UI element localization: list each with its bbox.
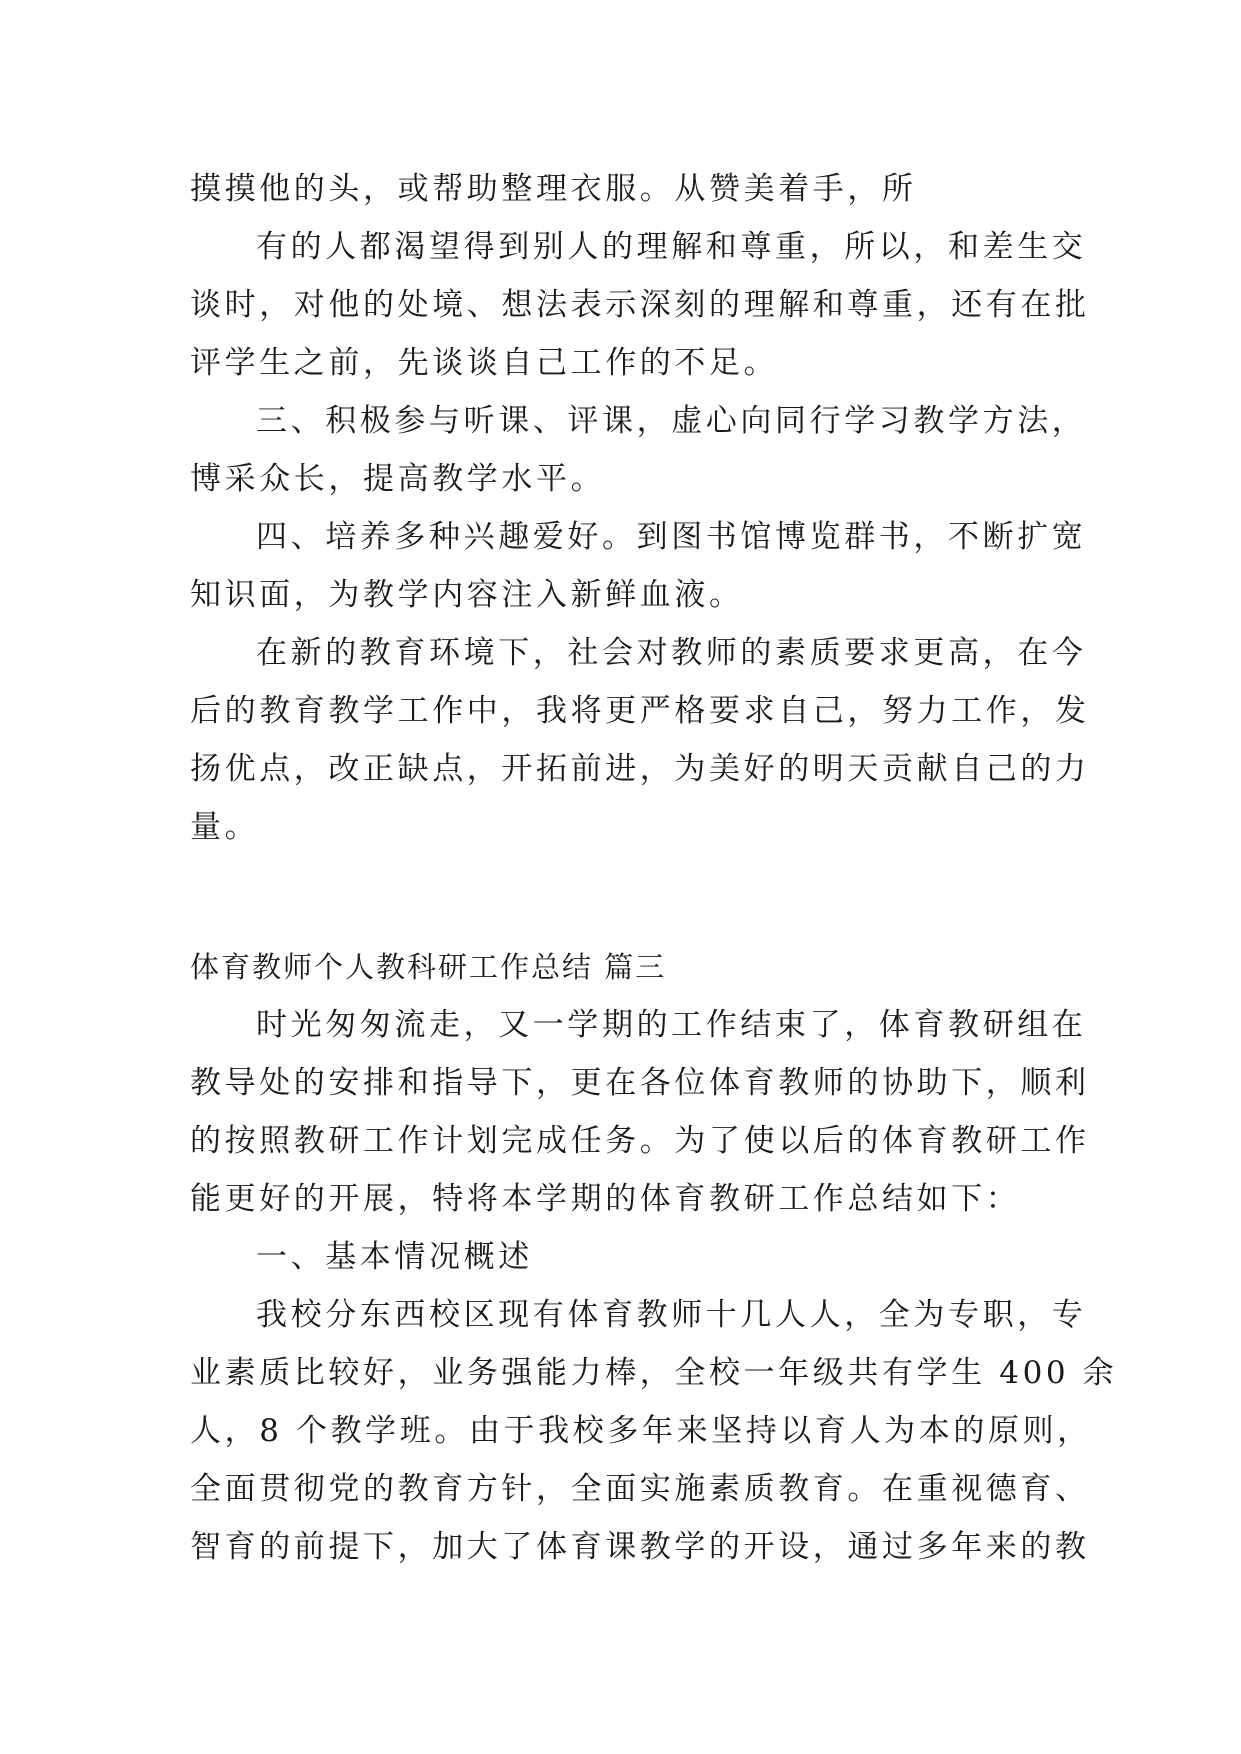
text-line: 的按照教研工作计划完成任务。为了使以后的体育教研工作	[190, 1123, 1090, 1159]
subheading-line: 一、基本情况概述	[256, 1239, 533, 1275]
text-line: 评学生之前，先谈谈自己工作的不足。	[190, 345, 779, 381]
text-line: 能更好的开展，特将本学期的体育教研工作总结如下：	[190, 1181, 1021, 1217]
text-line: 有的人都渴望得到别人的理解和尊重，所以，和差生交	[256, 229, 1087, 265]
text-line: 人，8 个教学班。由于我校多年来坚持以育人为本的原则，	[190, 1413, 1092, 1449]
text-line: 量。	[190, 809, 260, 845]
text-line: 四、培养多种兴趣爱好。到图书馆博览群书，不断扩宽	[256, 519, 1087, 555]
text-line: 后的教育教学工作中，我将更严格要求自己，努力工作，发	[190, 693, 1090, 729]
text-line: 知识面，为教学内容注入新鲜血液。	[190, 577, 744, 613]
document-body	[190, 160, 1118, 1576]
section-heading: 体育教师个人教科研工作总结 篇三	[190, 950, 667, 984]
text-line: 扬优点，改正缺点，开拓前进，为美好的明天贡献自己的力	[190, 751, 1090, 787]
text-line: 博采众长，提高教学水平。	[190, 461, 606, 497]
text-line: 三、积极参与听课、评课，虚心向同行学习教学方法，	[256, 403, 1087, 439]
text-line: 时光匆匆流走，又一学期的工作结束了，体育教研组在	[256, 1007, 1087, 1043]
text-line: 业素质比较好，业务强能力棒，全校一年级共有学生 400 余	[190, 1355, 1118, 1391]
text-line: 教导处的安排和指导下，更在各位体育教师的协助下，顺利	[190, 1065, 1090, 1101]
section-spacer	[190, 856, 1060, 938]
text-line: 智育的前提下，加大了体育课教学的开设，通过多年来的教	[190, 1529, 1090, 1565]
text-line: 摸摸他的头，或帮助整理衣服。从赞美着手，所	[190, 171, 917, 207]
text-line: 全面贯彻党的教育方针，全面实施素质教育。在重视德育、	[190, 1471, 1090, 1507]
text-line: 我校分东西校区现有体育教师十几人人，全为专职，专	[256, 1297, 1087, 1333]
text-line: 在新的教育环境下，社会对教师的素质要求更高，在今	[256, 635, 1087, 671]
text-line: 谈时，对他的处境、想法表示深刻的理解和尊重，还有在批	[190, 287, 1090, 323]
